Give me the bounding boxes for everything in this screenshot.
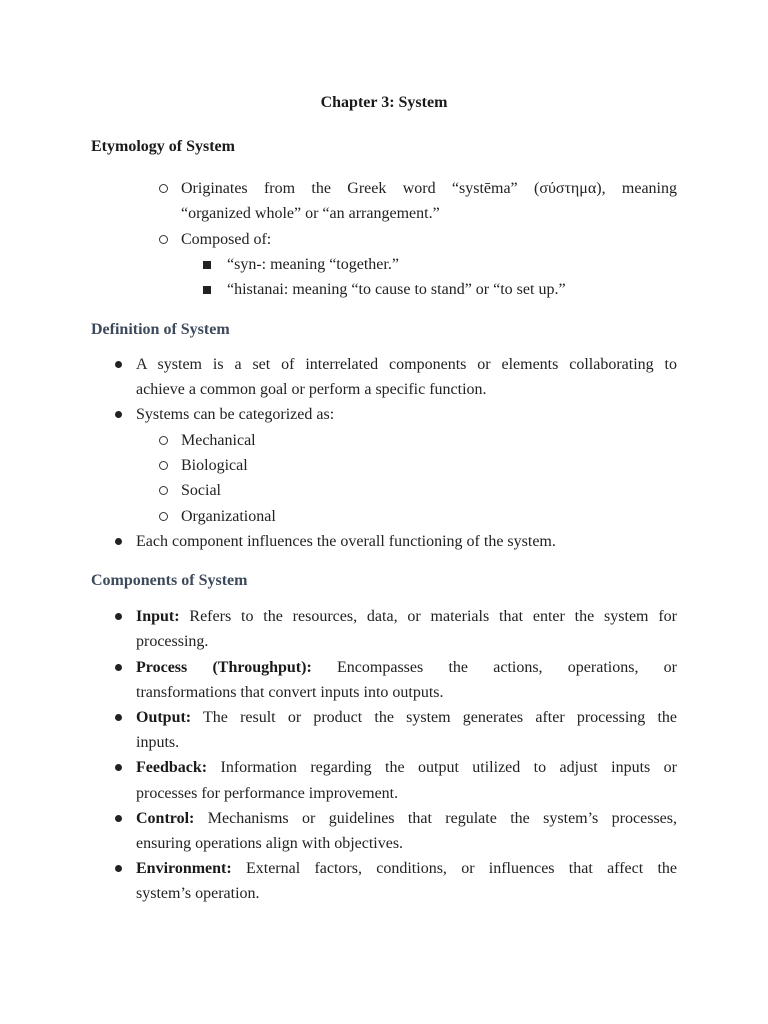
definition-line-1: A system is a set of interrelated components or elements collaborating to	[136, 356, 677, 373]
etymology-histanai: “histanai: meaning “to cause to stand” or “to set up.”	[227, 281, 566, 298]
hollow-bullet-icon	[159, 461, 168, 470]
definition-influence: Each component influences the overall functioning of the system.	[136, 533, 556, 550]
hollow-bullet-icon	[159, 486, 168, 495]
component-output-line-2: inputs.	[136, 734, 180, 751]
definition-heading: Definition of System	[91, 321, 230, 338]
square-bullet-icon	[203, 286, 211, 294]
etymology-line-2: “organized whole” or “an arrangement.”	[181, 205, 440, 222]
definition-line-2: achieve a common goal or perform a specific function.	[136, 381, 487, 398]
etymology-syn: “syn-: meaning “together.”	[227, 256, 399, 273]
component-environment-line-1: Environment: External factors, conditions, or influences that affect the	[136, 860, 677, 877]
etymology-line-1: Originates from the Greek word “systēma” (σύστημα), meaning	[181, 180, 677, 197]
etymology-composed: Composed of:	[181, 231, 272, 248]
etymology-heading: Etymology of System	[91, 138, 235, 155]
bullet-icon	[115, 361, 122, 368]
component-environment-line-2: system’s operation.	[136, 885, 260, 902]
component-term: Input:	[136, 608, 180, 625]
category-item: Biological	[181, 457, 248, 474]
component-control-line-2: ensuring operations align with objectives.	[136, 835, 404, 852]
component-feedback-line-1: Feedback: Information regarding the output utilized to adjust inputs or	[136, 759, 677, 776]
category-item: Mechanical	[181, 432, 256, 449]
component-control-line-1: Control: Mechanisms or guidelines that regulate the system’s processes,	[136, 810, 677, 827]
components-heading: Components of System	[91, 572, 248, 589]
component-term: Environment:	[136, 860, 232, 877]
category-item: Organizational	[181, 508, 276, 525]
component-feedback-line-2: processes for performance improvement.	[136, 785, 399, 802]
component-term: Control:	[136, 810, 195, 827]
definition-categorized: Systems can be categorized as:	[136, 406, 335, 423]
component-process-line-2: transformations that convert inputs into outputs.	[136, 684, 444, 701]
chapter-title: Chapter 3: System	[320, 94, 448, 111]
hollow-bullet-icon	[159, 512, 168, 521]
component-input-line-2: processing.	[136, 633, 209, 650]
bullet-icon	[115, 714, 122, 721]
bullet-icon	[115, 411, 122, 418]
category-item: Social	[181, 482, 221, 499]
component-term: Feedback:	[136, 759, 208, 776]
component-process-line-1: Process (Throughput): Encompasses the actions, operations, or	[136, 659, 678, 676]
component-output-line-1: Output: The result or product the system generates after processing the	[136, 709, 677, 726]
hollow-bullet-icon	[159, 436, 168, 445]
component-term: Output:	[136, 709, 192, 726]
bullet-icon	[115, 815, 122, 822]
bullet-icon	[115, 538, 122, 545]
hollow-bullet-icon	[159, 235, 168, 244]
bullet-icon	[115, 865, 122, 872]
component-input-line-1: Input: Refers to the resources, data, or materials that enter the system for	[136, 608, 677, 625]
component-term: Process (Throughput):	[136, 659, 312, 676]
bullet-icon	[115, 764, 122, 771]
square-bullet-icon	[203, 261, 211, 269]
bullet-icon	[115, 613, 122, 620]
bullet-icon	[115, 664, 122, 671]
hollow-bullet-icon	[159, 184, 168, 193]
